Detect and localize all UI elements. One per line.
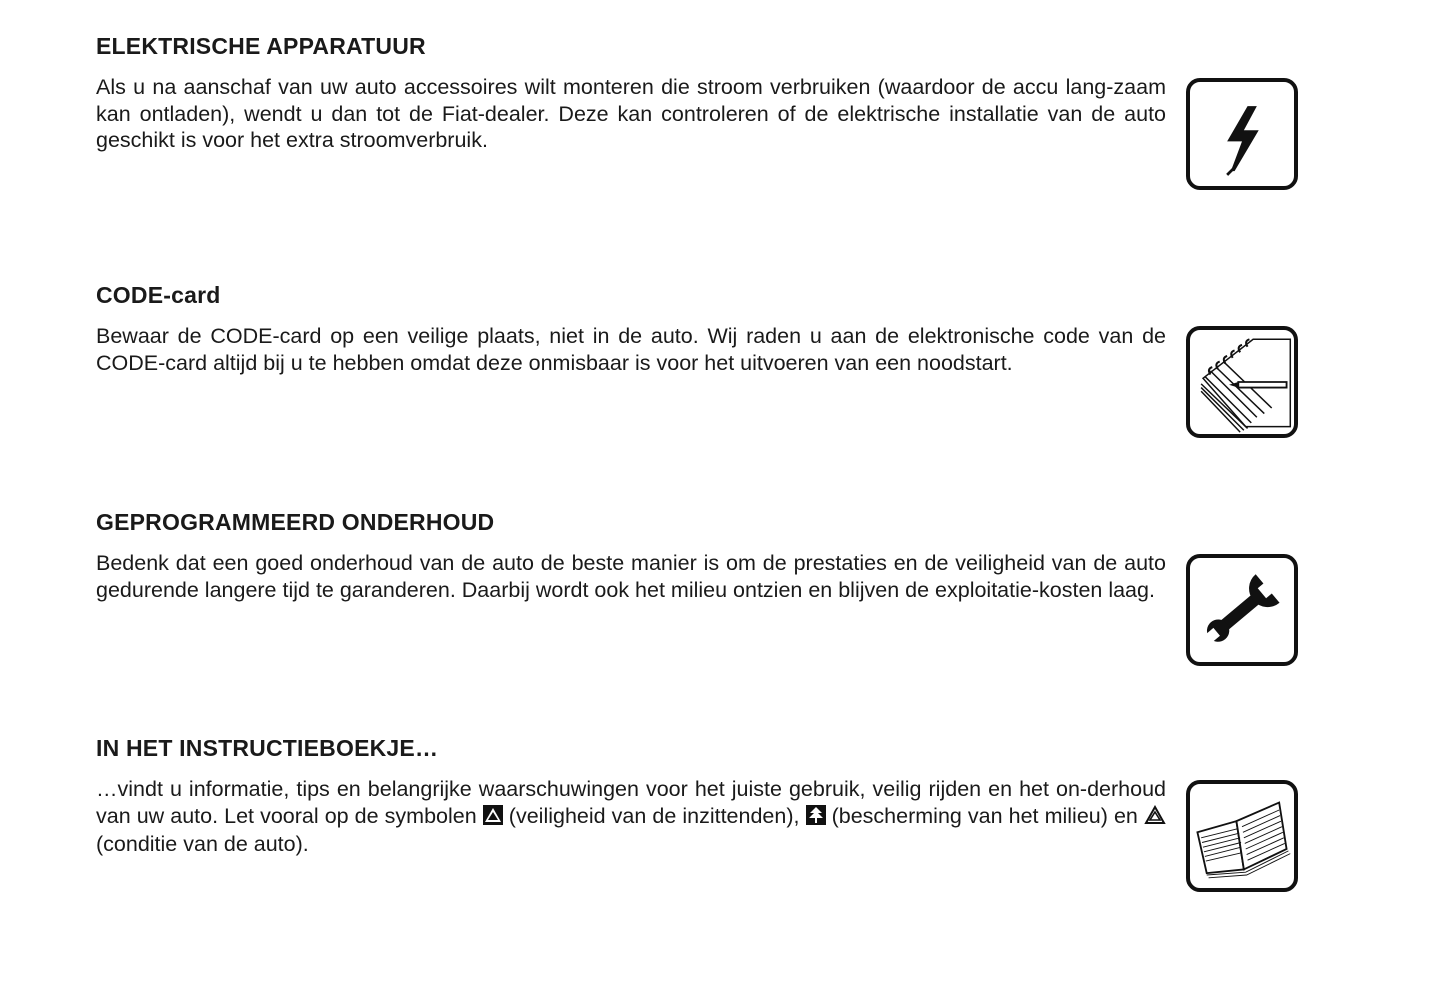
section-geprogrammeerd-onderhoud: [96, 508, 1166, 603]
car-condition-warning-icon: [1144, 805, 1166, 832]
body-part: (bescherming van het milieu) en: [831, 803, 1138, 828]
environment-icon: [806, 805, 826, 832]
body-part: …vindt u informatie, tips en belangrijke waarschuwingen voor het juiste gebruik, veilig rijden en het on-derhoud van uw auto. Let vooral op de symbolen: [96, 777, 1166, 828]
body-part: (conditie van de auto).: [96, 832, 309, 856]
body-part: (veiligheid van de inzittenden),: [508, 803, 800, 828]
section-heading: CODE-card: [96, 282, 221, 308]
section-body: Bewaar de CODE-card op een veilige plaats, niet in de auto. Wij raden u aan de elektronische code van de CODE-card altijd bij u te hebben omdat deze onmisbaar is voor het uitvoeren van een noodstart.: [96, 324, 1166, 375]
section-heading: ELEKTRISCHE APPARATUUR: [96, 33, 426, 59]
notebook-pencil-icon: [1186, 326, 1298, 438]
section-body: Bedenk dat een goed onderhoud van de auto de beste manier is om de prestaties en de veiligheid van de auto gedurende langere tijd te garanderen. Daarbij wordt ook het milieu ontzien en blijven de exploitatie-kosten laag.: [96, 551, 1166, 602]
section-code-card: [96, 281, 1166, 376]
section-heading: IN HET INSTRUCTIEBOEKJE…: [96, 735, 439, 761]
open-book-icon: [1186, 780, 1298, 892]
section-elektrische-apparatuur: [96, 32, 1166, 154]
section-in-het-instructieboekje: [96, 734, 1166, 858]
section-body: Als u na aanschaf van uw auto accessoires wilt monteren die stroom verbruiken (waardoor de accu lang-zaam kan ontladen), wendt u dan tot de Fiat-dealer. Deze kan controleren of de elektrische installatie van de auto geschikt is voor het extra stroomverbruik.: [96, 75, 1166, 152]
lightning-icon: [1186, 78, 1298, 190]
occupant-safety-warning-icon: [483, 805, 503, 832]
section-body: [96, 776, 1166, 858]
section-heading: GEPROGRAMMEERD ONDERHOUD: [96, 509, 495, 535]
wrench-icon: [1186, 554, 1298, 666]
